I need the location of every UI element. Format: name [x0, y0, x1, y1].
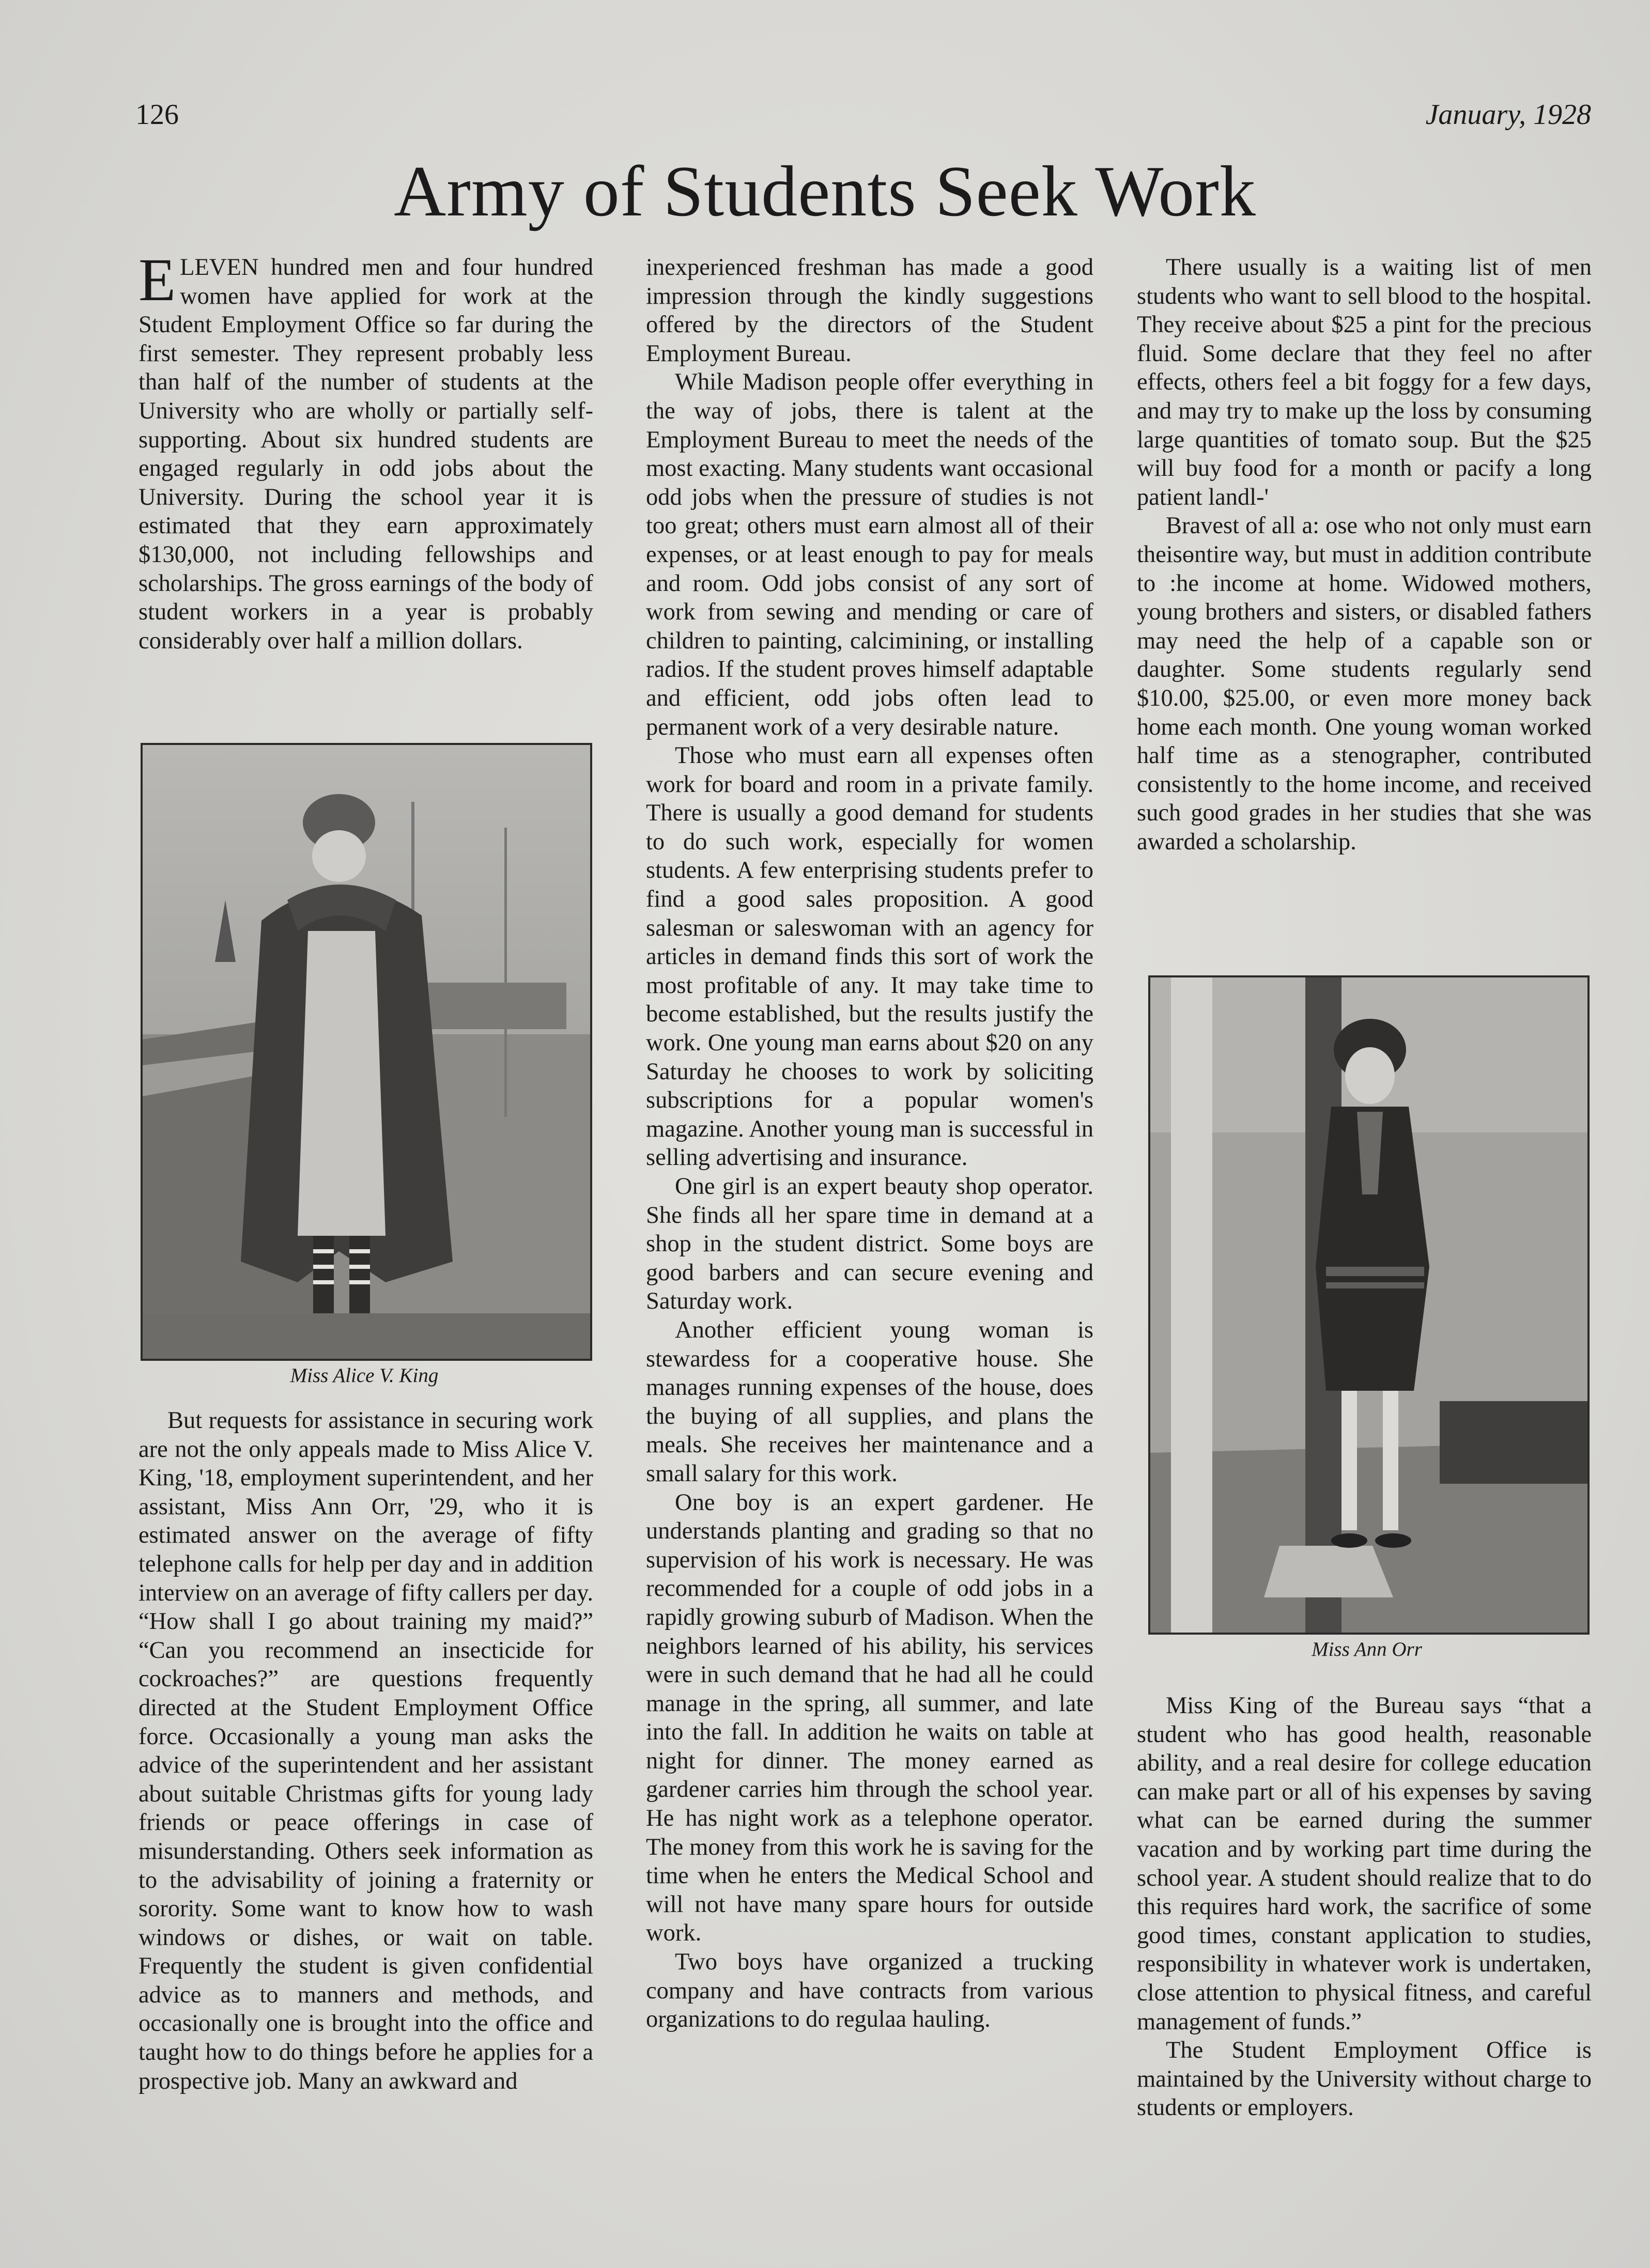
paragraph: One girl is an expert beauty shop operator. She finds all her spare time in demand at a shop in the student district. Some boys are good barbers and can secure evening and Saturday work. — [646, 1173, 1093, 1315]
paragraph: Another efficient young woman is stewardess for a cooperative house. She manages running expenses of the house, does the buying of all supplies, and plans the meals. She receives her maintenance and a small salary for this work. — [646, 1316, 1093, 1487]
column-1-continued — [138, 1406, 593, 2095]
paragraph: One boy is an expert gardener. He understands planting and grading so that no supervision of his work is necessary. He was recommended for a couple of odd jobs in a rapidly growing suburb of Madison. When the neighbors learned of his ability, his services were in such demand that he had all he could manage in the spring, all summer, and late into the fall. In addition he waits on table at night for dinner. The money earned as gardener carries him through the school year. He has night work as a telephone operator. The money from this work he is saving for the time when he enters the Medical School and will not have many spare hours for outside work. — [646, 1489, 1093, 1947]
paragraph: inexperienced freshman has made a good impression through the kindly suggestions offered by the directors of the Student Employment Bureau. — [646, 254, 1093, 367]
paragraph: Two boys have organized a trucking company and have contracts from various organizations to do regulaa hauling. — [646, 1949, 1093, 2033]
paragraph: There usually is a waiting list of men students who want to sell blood to the hospital. They receive about $25 a pint for the precious fluid. Some declare that they feel no after effects, others feel a bit foggy for a few days, and may try to make up the loss by consuming large quantities of tomato soup. But the $25 will buy food for a month or pacify a long patient landl-' — [1137, 254, 1592, 510]
intro-paragraph — [138, 246, 593, 655]
paragraph: The Student Employment Office is maintained by the University without charge to students or employers. — [1137, 2037, 1592, 2121]
paragraph: But requests for assistance in securing work are not the only appeals made to Miss Alice V. King, '18, employment superintendent, and her assistant, Miss Ann Orr, '29, who it is estimated answer on the average of fifty telephone calls for help per day and in addition interview on an average of fifty callers per day. “How shall I go about training my maid?” “Can you recommend an insecticide for cockroaches?” are questions frequently directed at the Student Employment Office force. Occasionally a young man asks the advice of the superintendent and her assistant about suitable Christmas gifts for young lady friends or peace offerings in case of misunderstanding. Others seek information as to the advisability of joining a fraternity or sorority. Some want to know how to wash windows or dishes, or wait on table. Frequently the student is given confidential advice as to manners and methods, and occasionally one is brought into the office and taught how to do things before he applies for a prospective job. Many an awkward and — [138, 1407, 593, 2094]
photo-alice-king-image — [143, 745, 590, 1359]
paragraph: While Madison people offer everything in the way of jobs, there is talent at the Employment Bureau to meet the needs of the most exacting. Many students want occasional odd jobs when the pressure of studies is not too great; others must earn almost all of their expenses, or at least enough to pay for meals and room. Odd jobs consist of any sort of work from sewing and mending or care of children to painting, calcimining, or installing radios. If the student proves himself adaptable and efficient, odd jobs often lead to permanent work of a very desirable nature. — [646, 369, 1093, 740]
column-3-top — [1137, 253, 1592, 856]
photo-ann-orr-image — [1150, 977, 1587, 1633]
paragraph: Miss King of the Bureau says “that a student who has good health, reasonable ability, and a real desire for college education can make part or all of his expenses by saving what can be earned during the summer vacation and by working part time during the school year. A student should realize that to do this requires hard work, the sacrifice of some good times, constant application to studies, responsibility in whatever work is undertaken, close attention to physical fitness, and careful management of funds.” — [1137, 1692, 1592, 2035]
article-title: Army of Students Seek Work — [394, 151, 1256, 231]
caption-alice-king: Miss Alice V. King — [290, 1364, 439, 1387]
column-2 — [646, 253, 1093, 2034]
paragraph: Bravest of all a: ose who not only must earn theisɵntire way, but must in addition contribute to :he income at home. Widowed mothers, young brothers and sisters, or disabled fathers may need the help of a capable son or daughter. Some students regularly send $10.00, $25.00, or even more money back home each month. One young woman worked half time as a stenographer, contributed consistently to the home income, and received such good grades in her studies that she was awarded a scholarship. — [1137, 512, 1592, 855]
page-number: 126 — [135, 99, 179, 131]
issue-date: January, 1928 — [1425, 99, 1591, 131]
photo-alice-king — [141, 743, 592, 1361]
column-3-bottom — [1137, 1691, 1592, 2122]
drop-cap: E — [138, 246, 176, 314]
column-1-intro — [138, 246, 593, 655]
paragraph: Those who must earn all expenses often work for board and room in a private family. There is usually a good demand for students to do such work, especially for women students. A few enterprising students prefer to find a good sales proposition. A good salesman or saleswoman with an agency for articles in demand finds this sort of work the most profitable of any. It may take time to become established, but the results justify the work. One young man earns about $20 on any Saturday he chooses to work by soliciting subscriptions for a popular women's magazine. Another young man is successful in selling advertising and insurance. — [646, 742, 1093, 1171]
photo-ann-orr — [1148, 975, 1590, 1635]
caption-ann-orr: Miss Ann Orr — [1312, 1638, 1422, 1660]
intro-text: LEVEN hundred men and four hundred women have applied for work at the Student Employment Office so far during the first semester. They represent probably less than half of the number of students at the University who are wholly or partially self-supporting. About six hundred students are engaged regularly in odd jobs about the University. During the school year it is estimated that they earn approximately $130,000, not including fellowships and scholarships. The gross earnings of the body of student workers in a year is probably considerably over half a million dollars. — [138, 254, 593, 654]
